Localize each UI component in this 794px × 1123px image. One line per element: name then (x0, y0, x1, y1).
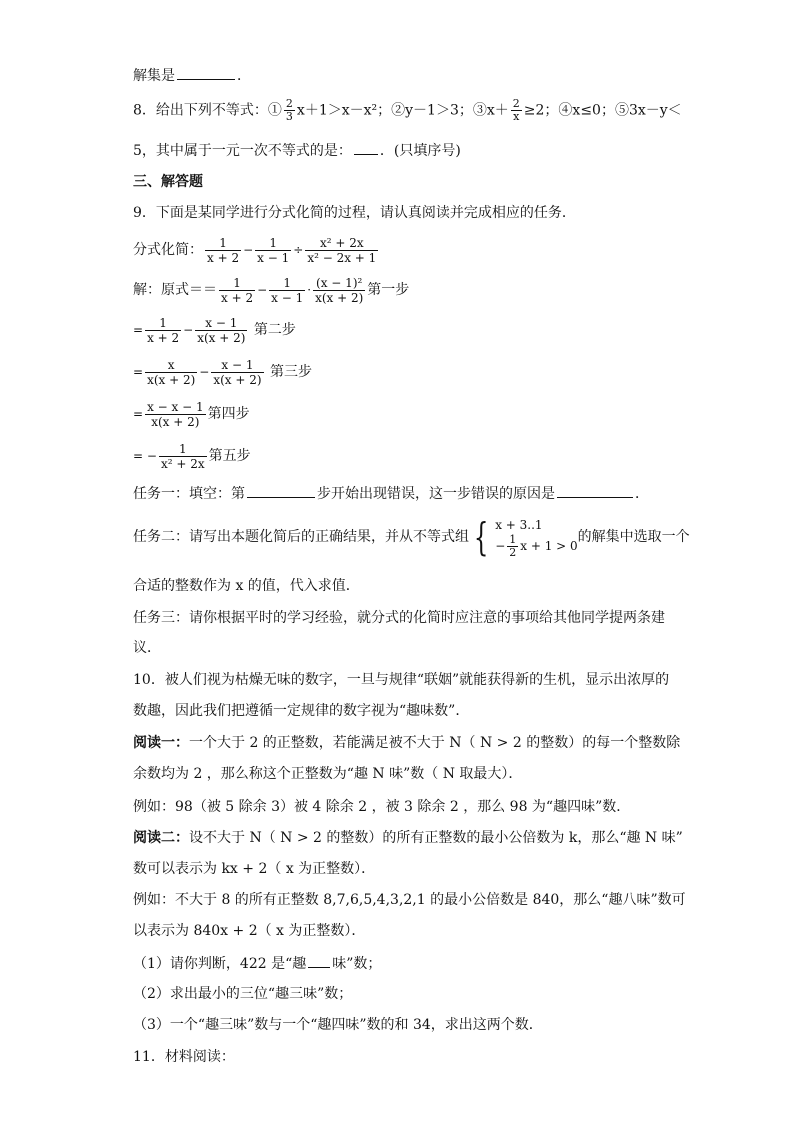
frac-num: x (145, 358, 197, 373)
q9-step4 (133, 396, 250, 432)
q9-step3 (133, 354, 312, 390)
fraction (195, 316, 247, 345)
frac-den: x(x + 2) (315, 290, 364, 305)
frac-num: 2 (512, 97, 520, 110)
task2-text-b: 的解集中选取一个 (577, 529, 690, 545)
frac-den: x − 1 (257, 250, 290, 265)
q8-fraction-2-x (511, 98, 522, 123)
q10-line2: 数趣，因此我们把遵循一定规律的数字视为“趣味数”． (133, 703, 470, 719)
equals-sign: = (133, 407, 144, 421)
task1-end: ． (635, 486, 649, 502)
minus-sign: − (257, 283, 268, 297)
q10-example1: 例如：98（被 5 除余 3）被 4 除余 2 ，被 3 除余 2 ，那么 98 为“趣四味”数． (133, 799, 631, 815)
q9-task2-cont: 合适的整数作为 x 的值，代入求值． (133, 578, 360, 594)
reading2-text: 设不大于 N（ N > 2 的整数）的所有正整数的最小公倍数为 k，那么“趣 N 味” (189, 830, 683, 846)
q9-problem (133, 232, 380, 268)
left-brace: { (473, 515, 489, 559)
q10-reading1-cont: 余数均为 2 ，那么称这个正整数为“趣 N 味”数（ N 取最大）． (133, 766, 523, 782)
minus-sign: − (495, 538, 506, 553)
q8-prefix: 8．给出下列不等式： (133, 102, 268, 119)
q11-heading: 11．材料阅读： (133, 1049, 235, 1065)
frac-den: x(x + 2) (151, 414, 200, 429)
fraction (255, 236, 291, 265)
q9-step1 (133, 272, 409, 308)
q7-text: 解集是 (133, 68, 175, 84)
frac-num: x − 1 (211, 358, 263, 373)
system-row-2 (495, 534, 577, 559)
frac-den: x (513, 110, 520, 123)
q9-task1 (133, 483, 649, 504)
reading2-label: 阅读二： (133, 830, 189, 846)
fraction (145, 316, 181, 345)
system-row-1: x + 3..1 (495, 517, 543, 532)
frac-den: x(x + 2) (147, 372, 196, 387)
frac-den: x² − 2x + 1 (307, 250, 377, 265)
equals-sign: = (133, 323, 144, 337)
system-row-2-rest: x + 1 > 0 (520, 538, 578, 553)
frac-num: x² + 2x (305, 236, 378, 251)
q8-item1-marker: ① (267, 102, 282, 119)
q10-line1: 10．被人们视为枯燥无味的数字，一旦与规律“联姻”就能获得新的生机，显示出浓厚的 (133, 672, 670, 688)
task1-text-a: 任务一：填空：第 (133, 486, 245, 502)
fraction (313, 276, 365, 305)
frac-num: 1 (509, 532, 517, 546)
fraction (159, 442, 207, 471)
fraction (507, 534, 518, 559)
q10-part3: （3）一个“趣三味”数与一个“趣四味”数的和 34，求出这两个数． (133, 1017, 543, 1033)
inequality-system (469, 516, 578, 559)
negative-equals: = − (133, 449, 157, 463)
frac-num: (x − 1)² (313, 276, 365, 291)
frac-den: x(x + 2) (197, 330, 246, 345)
q8-item3-b: ≥2； (523, 102, 559, 119)
section-heading: 三、解答题 (133, 174, 203, 190)
step-label: 第四步 (207, 406, 250, 422)
answer-blank[interactable] (177, 65, 235, 80)
frac-num: 1 (159, 442, 207, 457)
reading1-text: 一个大于 2 的正整数，若能满足被不大于 N（ N > 2 的整数）的每一个整数除 (189, 735, 681, 751)
frac-num: 1 (205, 236, 241, 251)
answer-blank[interactable] (354, 140, 378, 155)
q9-step2 (133, 312, 296, 348)
frac-num: 1 (255, 236, 291, 251)
q8-item4: ④x≤0； (558, 102, 615, 119)
q10-reading1 (133, 733, 680, 753)
q10-example2-cont: 以表示为 840x + 2（ x 为正整数）． (133, 923, 366, 939)
fraction (205, 236, 241, 265)
frac-den: x² + 2x (160, 456, 205, 471)
frac-den: x − 1 (271, 290, 304, 305)
q8-line1 (133, 98, 682, 123)
frac-den: x(x + 2) (213, 372, 262, 387)
q8-item2: ②y－1＞3； (391, 102, 473, 119)
q8-item1: x＋1＞x－x²； (296, 102, 392, 119)
equals-sign: = (133, 365, 144, 379)
task1-text-b: 步开始出现错误，这一步错误的原因是 (317, 486, 555, 502)
q10-part2: （2）求出最小的三位“趣三味”数； (133, 986, 353, 1002)
q7-end: ． (237, 68, 251, 84)
q9-solution-label: 解：原式＝＝ (133, 282, 217, 298)
q9-task3-cont: 议． (133, 640, 161, 656)
frac-num: x − 1 (195, 316, 247, 331)
frac-den: x + 2 (221, 290, 254, 305)
divide-sign: ÷ (293, 243, 304, 257)
q9-problem-label: 分式化简： (133, 242, 203, 258)
q10-part1 (133, 953, 381, 974)
frac-den: 2 (509, 545, 517, 559)
q9-intro: 9．下面是某同学进行分式化简的过程，请认真阅读并完成相应的任务． (133, 205, 576, 221)
task2-text-a: 任务二：请写出本题化简后的正确结果，并从不等式组 (133, 529, 469, 545)
minus-sign: − (183, 323, 194, 337)
answer-blank[interactable] (557, 483, 633, 498)
fraction (145, 358, 197, 387)
frac-num: 1 (145, 316, 181, 331)
q9-task2 (133, 512, 690, 562)
dot-sign: · (307, 283, 312, 297)
q8-line2 (133, 140, 461, 161)
fraction (305, 236, 378, 265)
part1-text-a: （1）请你判断，422 是“趣 (133, 956, 307, 972)
q8-item3-a: ③x＋ (472, 102, 509, 119)
frac-num: 2 (285, 97, 293, 110)
step-label: 第三步 (270, 364, 313, 380)
step-label: 第二步 (253, 322, 296, 338)
answer-blank[interactable] (308, 953, 330, 968)
fraction (145, 400, 206, 429)
system-rows (495, 516, 577, 559)
q10-example2: 例如：不大于 8 的所有正整数 8,7,6,5,4,3,2,1 的最小公倍数是 840，那么“趣八味”数可 (133, 892, 686, 908)
q8-item5: ⑤3x－y＜ (614, 102, 682, 119)
reading1-label: 阅读一： (133, 735, 189, 751)
step-label: 第五步 (208, 448, 251, 464)
fraction (219, 276, 255, 305)
answer-blank[interactable] (247, 483, 315, 498)
q9-task3: 任务三：请你根据平时的学习经验，就分式的化简时应注意的事项给其他同学提两条建 (133, 610, 665, 626)
q10-reading2 (133, 828, 683, 848)
frac-num: 1 (269, 276, 305, 291)
q8-fraction-2-3 (284, 98, 295, 123)
q9-step5 (133, 438, 251, 474)
minus-sign: − (243, 243, 254, 257)
q7-tail (133, 65, 251, 86)
frac-num: x − x − 1 (147, 399, 204, 414)
fraction (211, 358, 263, 387)
q10-reading2-cont: 数可以表示为 kx + 2（ x 为正整数）． (133, 861, 376, 877)
frac-den: x + 2 (147, 330, 180, 345)
frac-den: 3 (285, 110, 293, 123)
fraction (269, 276, 305, 305)
minus-sign: − (199, 365, 210, 379)
step-label: 第一步 (367, 282, 410, 298)
frac-den: x + 2 (207, 250, 240, 265)
frac-num: 1 (219, 276, 255, 291)
q8-question: 5，其中属于一元一次不等式的是： (133, 143, 352, 159)
q8-end: ．(只填序号) (379, 143, 461, 159)
part1-text-b: 味”数； (332, 956, 382, 972)
